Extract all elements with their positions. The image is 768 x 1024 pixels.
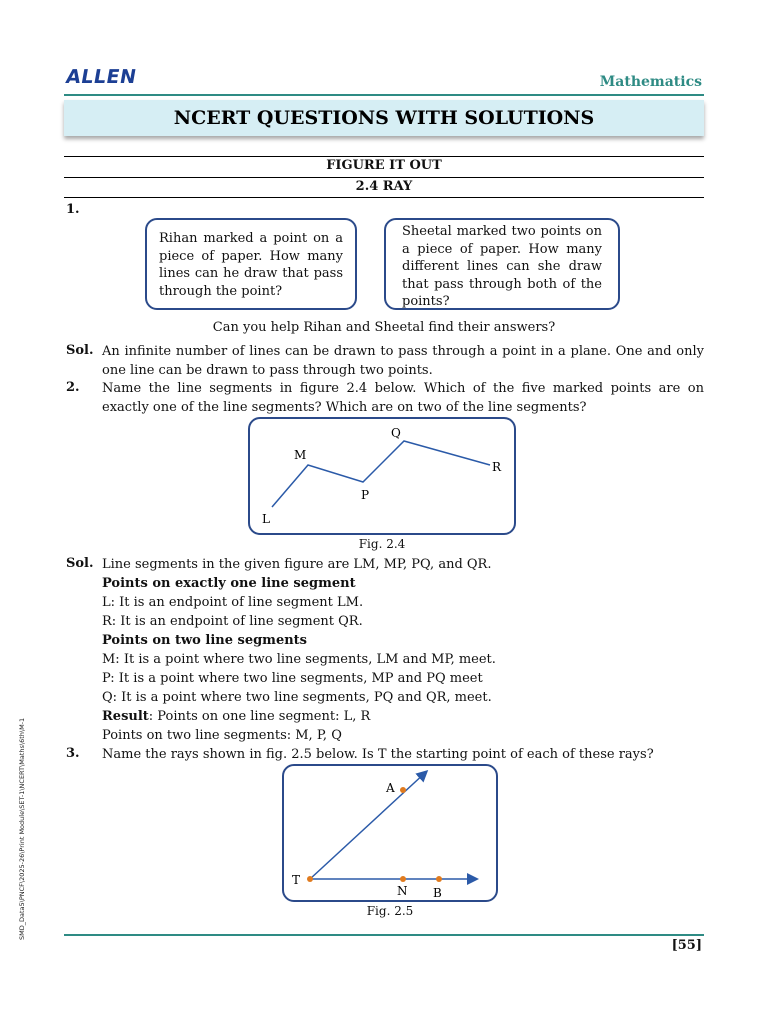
point-q-label: Q xyxy=(391,426,401,440)
q2-line-r: R: It is an endpoint of line segment QR. xyxy=(102,614,363,629)
page-title: NCERT QUESTIONS WITH SOLUTIONS xyxy=(64,100,704,136)
header-divider xyxy=(64,94,704,96)
point-a xyxy=(400,787,406,793)
fig-2-5-caption: Fig. 2.5 xyxy=(366,904,414,918)
q2-heading-one: Points on exactly one line segment xyxy=(102,576,356,591)
point-t-label: T xyxy=(292,873,301,887)
q2-line-m: M: It is a point where two line segments, LM and MP, meet. xyxy=(102,652,496,667)
figure-2-4 xyxy=(248,417,516,535)
point-t xyxy=(307,876,313,882)
q2-result-two: Points on two line segments: M, P, Q xyxy=(102,728,342,743)
ray-ta xyxy=(310,772,426,879)
figure-2-4-drawing xyxy=(250,419,514,533)
section-rule-mid xyxy=(64,177,704,178)
sol-label-2: Sol. xyxy=(66,556,94,571)
q2-sol-intro: Line segments in the given figure are LM, MP, PQ, and QR. xyxy=(102,557,492,572)
section-rule-top xyxy=(64,156,704,157)
question-number-2: 2. xyxy=(66,380,80,395)
point-n xyxy=(400,876,406,882)
footer-divider xyxy=(64,934,704,936)
question-number-1: 1. xyxy=(66,202,80,217)
figure-2-5-drawing xyxy=(284,766,496,900)
result-text: : Points on one line segment: L, R xyxy=(148,709,371,724)
q1-prompt: Can you help Rihan and Sheetal find their answers? xyxy=(212,320,556,335)
point-m-label: M xyxy=(294,448,307,462)
point-b xyxy=(436,876,442,882)
q2-question: Name the line segments in figure 2.4 below. Which of the five marked points are on exactly one of the line segments? Which are on two of the line segments? xyxy=(102,381,704,415)
question-number-3: 3. xyxy=(66,746,80,761)
section-rule-bottom xyxy=(64,197,704,198)
rihan-question-box xyxy=(145,218,357,310)
q2-result xyxy=(102,708,704,727)
q2-line-p: P: It is a point where two line segments, MP and PQ meet xyxy=(102,671,483,686)
figure-2-5 xyxy=(282,764,498,902)
side-file-path: SMD_Data5\PNCF\2025-26\Print Module\SET-1\NCERT\Maths\6th\M-1 xyxy=(18,717,26,940)
q2-line-q: Q: It is a point where two line segments, PQ and QR, meet. xyxy=(102,690,492,705)
point-n-label: N xyxy=(397,884,408,898)
allen-logo: ALLEN xyxy=(64,66,139,88)
q2-heading-two: Points on two line segments xyxy=(102,633,307,648)
subject-label: Mathematics xyxy=(599,74,702,90)
point-p-label: P xyxy=(361,488,370,502)
result-label: Result xyxy=(102,709,149,724)
sheetal-question-text: Sheetal marked two points on a piece of paper. How many different lines can she draw that pass through both of the points? xyxy=(402,224,602,309)
fig-2-4-caption: Fig. 2.4 xyxy=(358,537,406,551)
q1-solution: An infinite number of lines can be drawn to pass through a point in a plane. One and only one line can be drawn to pass through two points. xyxy=(102,344,704,378)
point-a-label: A xyxy=(386,781,395,795)
point-r-label: R xyxy=(492,460,502,474)
sheetal-question-box xyxy=(384,218,620,310)
section-subheading: 2.4 RAY xyxy=(355,179,413,194)
rihan-question-text: Rihan marked a point on a piece of paper. How many lines can he draw that pass through the point? xyxy=(159,231,343,299)
page-number: [55] xyxy=(671,938,702,953)
section-heading: FIGURE IT OUT xyxy=(326,158,442,173)
sol-label-1: Sol. xyxy=(66,343,94,358)
q3-question: Name the rays shown in fig. 2.5 below. Is T the starting point of each of these rays? xyxy=(102,747,654,762)
q2-line-l: L: It is an endpoint of line segment LM. xyxy=(102,595,364,610)
point-l-label: L xyxy=(262,512,270,526)
point-b-label: B xyxy=(433,886,442,900)
